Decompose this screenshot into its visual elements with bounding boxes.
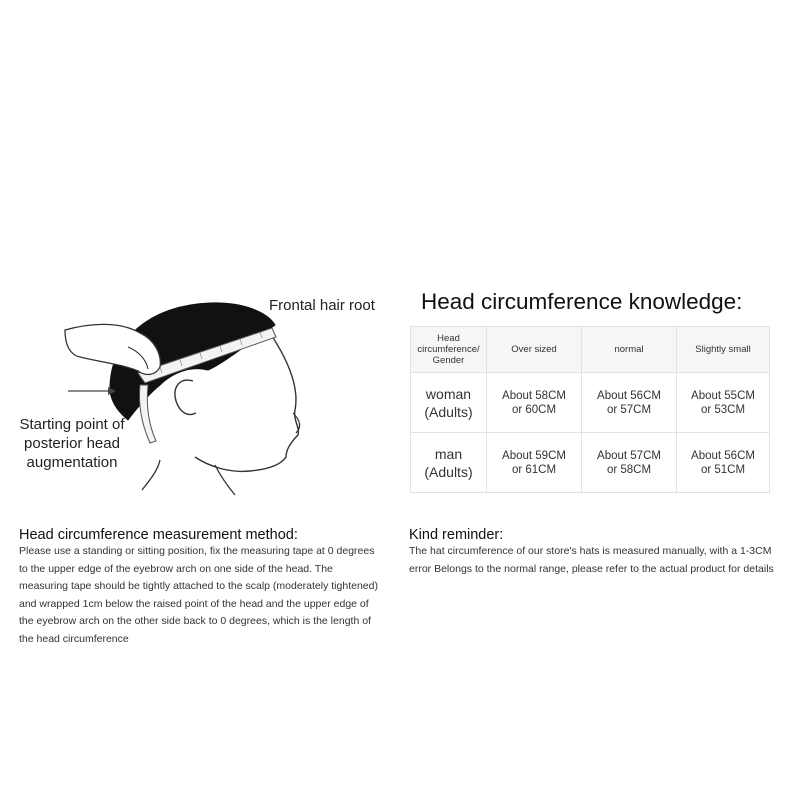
header-line: circumference/ bbox=[417, 344, 480, 355]
size-cell bbox=[677, 373, 770, 433]
size-cell bbox=[582, 373, 677, 433]
size-cell bbox=[487, 433, 582, 493]
gender-cell bbox=[411, 433, 487, 493]
reminder-body: The hat circumference of our store's hats is measured manually, with a 1-3CM error Belongs to the normal range, please refer to the actual product for details bbox=[409, 545, 774, 575]
size-line: or 53CM bbox=[700, 403, 746, 416]
gender-label: woman bbox=[425, 385, 472, 402]
size-line: or 51CM bbox=[700, 463, 746, 476]
header-gender-cell bbox=[411, 327, 487, 373]
size-cell bbox=[677, 433, 770, 493]
size-cell bbox=[487, 373, 582, 433]
size-line: or 57CM bbox=[606, 403, 652, 416]
header-line: Head bbox=[437, 333, 460, 344]
header-oversized: Over sized bbox=[487, 327, 582, 373]
table-header-row bbox=[411, 327, 770, 373]
method-title: Head circumference measurement method: bbox=[19, 527, 298, 543]
header-line: Gender bbox=[432, 355, 465, 366]
gender-sublabel: (Adults) bbox=[424, 463, 473, 480]
size-line: or 61CM bbox=[511, 463, 557, 476]
neck bbox=[142, 460, 235, 495]
posterior-starting-point-label: Starting point of posterior head augmentation bbox=[19, 416, 125, 471]
size-line: About 59CM bbox=[502, 449, 566, 462]
table-row-woman bbox=[411, 373, 770, 433]
size-table bbox=[410, 326, 770, 493]
size-line: or 58CM bbox=[606, 463, 652, 476]
header-slightly-small: Slightly small bbox=[677, 327, 770, 373]
size-line: About 58CM bbox=[502, 389, 566, 402]
gender-sublabel: (Adults) bbox=[424, 403, 473, 420]
reminder-title: Kind reminder: bbox=[409, 527, 504, 543]
knowledge-title: Head circumference knowledge: bbox=[421, 289, 743, 314]
ear bbox=[175, 380, 196, 414]
size-line: About 55CM bbox=[691, 389, 755, 402]
size-line: About 56CM bbox=[597, 389, 661, 402]
hanging-tape bbox=[139, 385, 156, 443]
gender-cell bbox=[411, 373, 487, 433]
header-normal: normal bbox=[582, 327, 677, 373]
table-row-man bbox=[411, 433, 770, 493]
size-cell bbox=[582, 433, 677, 493]
size-line: or 60CM bbox=[511, 403, 557, 416]
size-line: About 56CM bbox=[691, 449, 755, 462]
frontal-hair-root-label: Frontal hair root bbox=[269, 297, 375, 314]
size-line: About 57CM bbox=[597, 449, 661, 462]
gender-label: man bbox=[434, 445, 463, 462]
method-body: Please use a standing or sitting position, fix the measuring tape at 0 degrees to the upper edge of the eyebrow arch on one side of the head. The measuring tape should be tightly attached to the scalp (moderately tightened) and wrapped 1cm below the raised point of the head and the upper edge of the eyebrow arch on the other side back to 0 degrees, which is the length of the head circumference bbox=[19, 545, 378, 645]
